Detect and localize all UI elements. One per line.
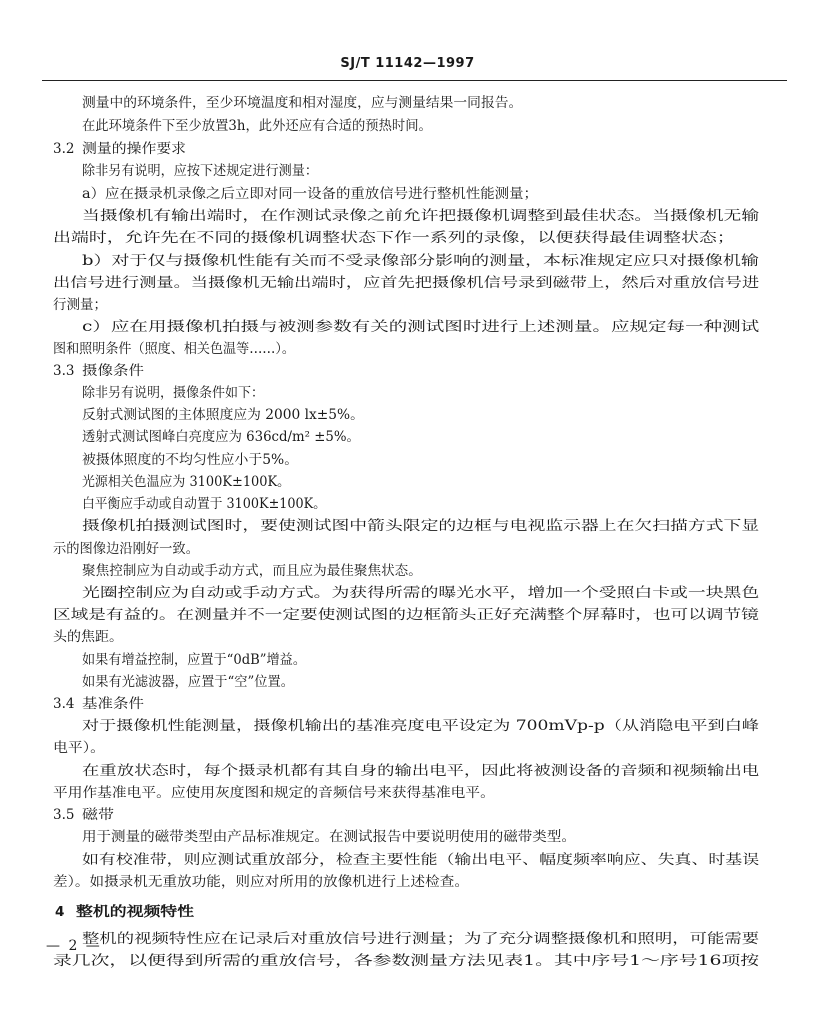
text-line: 录几次，以便得到所需的重放信号，各参数测量方法见表1。其中序号1～序号16项按 <box>53 953 760 969</box>
text-line: 用于测量的磁带类型由产品标准规定。在测试报告中要说明使用的磁带类型。 <box>82 829 576 845</box>
text-line: 光圈控制应为自动或手动方式。为获得所需的曝光水平，增加一个受照白卡或一块黑色 <box>82 585 760 601</box>
text-line: 在重放状态时，每个摄录机都有其自身的输出电平，因此将被测设备的音频和视频输出电 <box>82 763 760 779</box>
text-line: 除非另有说明，应按下述规定进行测量： <box>82 163 318 179</box>
header-rule <box>42 80 787 81</box>
section-number: 4 <box>55 904 65 920</box>
section-heading: 测量的操作要求 <box>82 141 187 157</box>
text-line: 图和照明条件（照度、相关色温等……）。 <box>53 341 296 357</box>
text-line: 电平）。 <box>53 740 106 756</box>
text-line: 整机的视频特性应在记录后对重放信号进行测量；为了充分调整摄像机和照明，可能需要 <box>82 931 760 947</box>
text-line: 除非另有说明，摄像条件如下： <box>82 385 265 401</box>
text-line: 头的焦距。 <box>53 629 123 645</box>
text-line: 透射式测试图峰白亮度应为 636cd/m² ±5%。 <box>82 429 360 445</box>
text-line: b）对于仅与摄像机性能有关而不受录像部分影响的测量，本标准规定应只对摄像机输 <box>82 253 759 269</box>
section-heading: 磁带 <box>82 807 114 823</box>
standard-header: SJ/T 11142—1997 <box>340 56 475 71</box>
text-line: a）应在摄录机录像之后立即对同一设备的重放信号进行整机性能测量； <box>82 186 538 202</box>
text-line: 当摄像机有输出端时，在作测试录像之前允许把摄像机调整到最佳状态。当摄像机无输 <box>82 208 760 224</box>
text-line: 白平衡应手动或自动置于 3100K±100K。 <box>82 496 326 512</box>
text-line: 平用作基准电平。应使用灰度图和规定的音频信号来获得基准电平。 <box>53 785 495 801</box>
section-number: 3.2 <box>53 141 75 157</box>
section-heading: 基准条件 <box>82 696 144 712</box>
text-line: 在此环境条件下至少放置3h，此外还应有合适的预热时间。 <box>82 118 432 134</box>
text-line: 区域是有益的。在测量并不一定要使测试图的边框箭头正好充满整个屏幕时，也可以调节镜 <box>53 607 759 623</box>
section-heading: 摄像条件 <box>82 363 144 379</box>
text-line: 如有校准带，则应测试重放部分，检查主要性能（输出电平、幅度频率响应、失真、时基误 <box>82 852 760 868</box>
text-line: c）应在用摄像机拍摄与被测参数有关的测试图时进行上述测量。应规定每一种测试 <box>82 319 760 335</box>
text-line: 如果有光滤波器，应置于“空”位置。 <box>82 674 294 690</box>
text-line: 光源相关色温应为 3100K±100K。 <box>82 474 291 490</box>
text-line: 反射式测试图的主体照度应为 2000 lx±5%。 <box>82 407 364 423</box>
text-line: 示的图像边沿刚好一致。 <box>53 541 199 557</box>
text-line: 摄像机拍摄测试图时，要使测试图中箭头限定的边框与电视监示器上在欠扫描方式下显 <box>82 518 760 534</box>
text-line: 对于摄像机性能测量，摄像机输出的基准亮度电平设定为 700mVp-p（从消隐电平到白峰 <box>82 718 759 734</box>
text-line: 如果有增益控制，应置于“0dB”增益。 <box>82 652 306 668</box>
section-heading: 整机的视频特性 <box>76 904 195 920</box>
text-line: 差）。如摄录机无重放功能，则应对所用的放像机进行上述检查。 <box>53 874 469 890</box>
text-line: 聚焦控制应为自动或手动方式，而且应为最佳聚焦状态。 <box>82 563 422 579</box>
section-number: 3.5 <box>53 807 75 823</box>
text-line: 测量中的环境条件，至少环境温度和相对湿度，应与测量结果一同报告。 <box>82 95 523 111</box>
section-number: 3.3 <box>53 363 75 379</box>
section-number: 3.4 <box>53 696 75 712</box>
page-number: — 2 — <box>46 938 102 954</box>
text-line: 出信号进行测量。当摄像机无输出端时，应首先把摄像机信号录到磁带上，然后对重放信号进 <box>53 275 760 291</box>
text-line: 被摄体照度的不均匀性应小于5%。 <box>82 452 299 468</box>
text-line: 出端时，允许先在不同的摄像机调整状态下作一系列的录像，以便获得最佳调整状态； <box>53 230 735 246</box>
text-line: 行测量； <box>53 297 107 313</box>
